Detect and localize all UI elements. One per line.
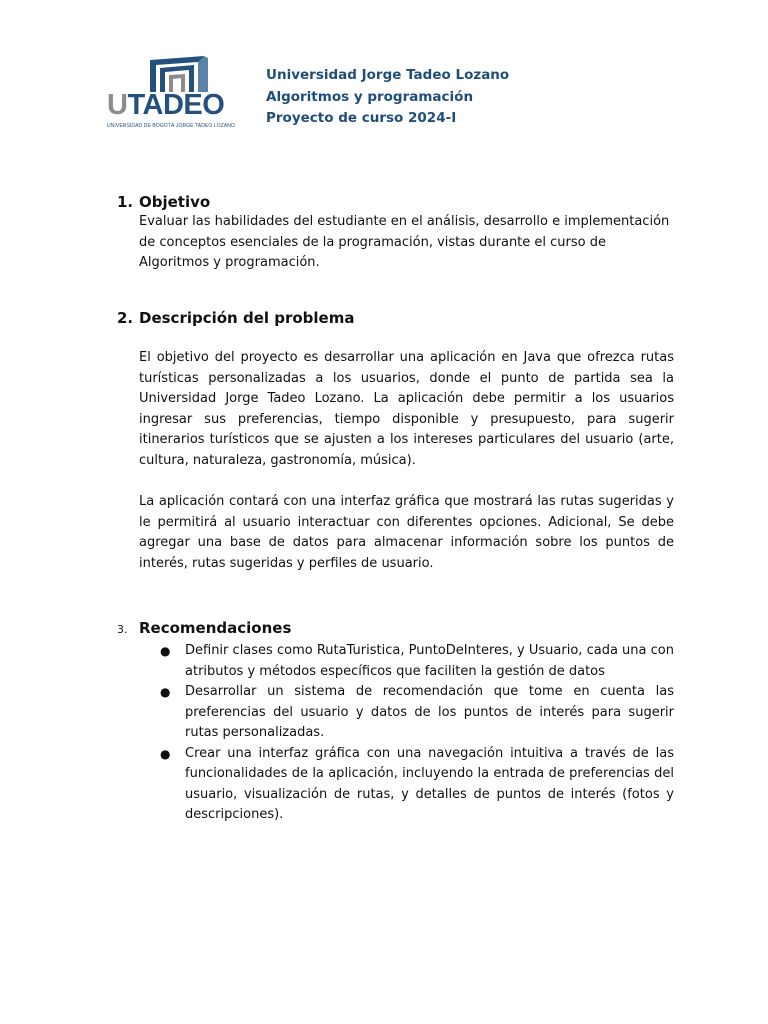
document-header	[266, 65, 509, 130]
list-item	[139, 682, 674, 744]
section-objetivo-heading	[117, 192, 210, 212]
section-number: 3.	[117, 623, 128, 636]
bullet-icon: ●	[160, 685, 171, 699]
section-title: Descripción del problema	[139, 309, 355, 327]
section-descripcion-heading	[117, 308, 354, 328]
list-item	[139, 744, 674, 826]
objetivo-paragraph: Evaluar las habilidades del estudiante en el análisis, desarrollo e implementación de conceptos esenciales de la programación, vistas durante el curso de Algoritmos y programación.	[139, 214, 670, 270]
logo-tagline: UNIVERSIDAD DE BOGOTÁ JORGE TADEO LOZANO	[107, 123, 236, 129]
bullet-icon: ●	[160, 746, 171, 761]
university-name: Universidad Jorge Tadeo Lozano	[266, 67, 510, 83]
list-item-text: Definir clases como RutaTuristica, PuntoDeInteres, y Usuario, cada una con atributos y métodos específicos que faciliten la gestión de datos	[185, 643, 674, 679]
logo-wordmark: UTADEO	[107, 89, 225, 121]
list-item	[139, 641, 674, 682]
section-title: Objetivo	[139, 193, 211, 211]
descripcion-paragraph-2: La aplicación contará con una interfaz gráfica que mostrará las rutas sugeridas y le permitirá al usuario interactuar con diferentes opciones. Adicional, Se debe agregar una base de datos para almacenar información sobre los puntos de interés, rutas sugeridas y perfiles de usuario.	[139, 494, 674, 571]
recomendaciones-list	[139, 641, 674, 826]
section-recomendaciones-heading	[117, 618, 291, 640]
section-number: 2.	[117, 309, 134, 327]
descripcion-paragraph-1: El objetivo del proyecto es desarrollar una aplicación en Java que ofrezca rutas turísticas personalizadas a los usuarios, donde el punto de partida sea la Universidad Jorge Tadeo Lozano. La aplicación debe permitir a los usuarios ingresar sus preferencias, tiempo disponible y presupuesto, para sugerir itinerarios turísticos que se ajusten a los intereses particulares del usuario (arte, cultura, naturaleza, gastronomía, música).	[139, 350, 674, 468]
section-number: 1.	[117, 193, 134, 211]
section-title: Recomendaciones	[139, 619, 292, 637]
logo-emblem-icon	[148, 54, 210, 94]
project-name: Proyecto de curso 2024-I	[266, 110, 457, 126]
bullet-icon: ●	[160, 644, 171, 658]
list-item-text: Crear una interfaz gráfica con una navegación intuitiva a través de las funcionalidades de la aplicación, incluyendo la entrada de preferencias del usuario, visualización de rutas, y detalles de puntos de interés (fotos y descripciones).	[185, 745, 674, 822]
course-name: Algoritmos y programación	[266, 88, 474, 105]
list-item-text: Desarrollar un sistema de recomendación que tome en cuenta las preferencias del usuario y datos de los puntos de interés para sugerir rutas personalizadas.	[185, 684, 674, 740]
utadeo-logo	[106, 52, 246, 132]
